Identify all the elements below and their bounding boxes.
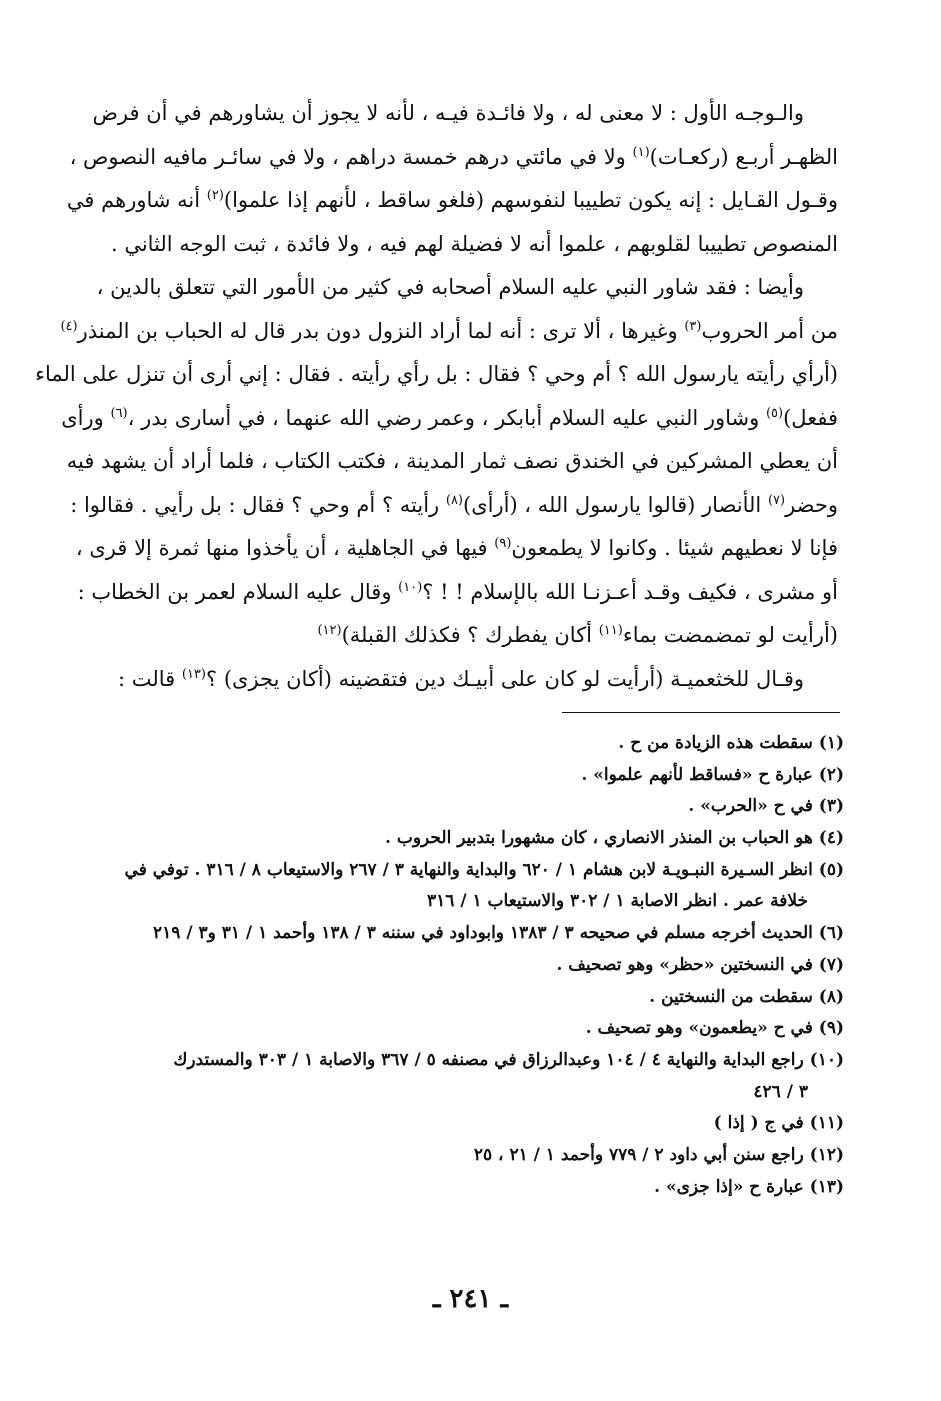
text-run: أو مشرى ، فكيف وقـد أعـزنـا الله بالإسلام ! ! ؟ <box>422 579 838 604</box>
text-run: أن يعطي المشركين في الخندق نصف ثمار المدينة ، فكتب الكتاب ، فلما أراد أن يشهد فيه <box>66 449 838 473</box>
footnote-line: (٢) عبارة ح «فساقط لأنهم علموا» . <box>581 764 844 785</box>
footnote-line: (١٣) عبارة ح «إذا جزى» . <box>654 1176 844 1197</box>
text-run: أكان يفطرك ؟ فكذلك القبلة) <box>341 623 599 647</box>
footnote-line: (٦) الحديث أخرجه مسلم في صحيحه ٣ / ١٣٨٣ وابوداود في سننه ٣ / ١٣٨ وأحمد ١ / ٣١ و٣ / ٢١٩ <box>153 923 844 944</box>
text-run: أنه شاورهم في <box>66 188 207 212</box>
text-run: ورأى <box>61 405 111 430</box>
text-run: وقـال للخثعميـة (أرأيت لو كان على أبيـك دين فتقضينه (أكان يجزى) ؟ <box>206 666 804 691</box>
footnote-marker: (١) <box>632 144 650 160</box>
footnote-marker: (٢) <box>206 188 224 203</box>
main-text-block <box>35 92 838 701</box>
text-run: وحضر <box>785 492 838 517</box>
footnote-line: (١٠) راجع البداية والنهاية ٤ / ١٠٤ وعبدالرزاق في مصنفه ٥ / ٣٦٧ والاصابة ١ / ٣٠٣ والمستدرك <box>173 1049 844 1070</box>
footnote-marker: (٨) <box>445 492 463 508</box>
text-run: والـوجـه الأول : لا معنى له ، ولا فائـدة فيـه ، لأنه لا يجوز أن يشاورهم في أن فرض <box>92 101 804 125</box>
text-line <box>66 440 838 484</box>
text-run: الظهـر أربـع (ركعـات) <box>649 144 838 169</box>
text-line <box>100 658 838 702</box>
text-run: فإنا لا نعطيهم شيئا . وكانوا لا يطمعون <box>511 536 838 560</box>
footnote-continuation: خلافة عمر . انظر الاصابة ١ / ٣٠٢ والاستيعاب ١ / ٣١٦ <box>427 891 808 912</box>
text-line <box>61 397 838 441</box>
footnote-marker: (٥) <box>765 405 784 421</box>
text-line <box>35 353 838 397</box>
footnote-marker: (٣) <box>684 318 702 334</box>
text-run: (أرأي رأيته يارسول الله ؟ أم وحي ؟ فقال : بل رأي رأيته . فقال : إني أرى أن تنزل على الماء <box>35 362 838 386</box>
text-run: وأيضا : فقد شاور النبي عليه السلام أصحابه في كثير من الأمور التي تتعلق بالدين ، <box>96 275 804 299</box>
text-run: وقـول القـايل : إنه يكون تطييبا لنفوسهم (فلغو ساقط ، لأنهم إذا علموا) <box>223 188 838 212</box>
footnote-marker: (٤) <box>60 318 78 334</box>
footnote-marker: (١٣) <box>181 666 206 682</box>
footnote-line: (١١) في ج ( إذا ) <box>713 1113 844 1134</box>
footnote-line: (٣) في ح «الحرب» . <box>688 796 844 817</box>
text-run: وغيرها ، ألا ترى : أنه لما أراد النزول دون بدر قال له الحباب بن المنذر <box>77 318 685 343</box>
footnote-line: (٤) هو الحباب بن المنذر الانصاري ، كان مشهورا بتدبير الحروب . <box>384 828 844 849</box>
text-run: قالت : <box>117 666 182 691</box>
footnote-divider <box>562 712 840 713</box>
text-line <box>96 266 838 310</box>
footnote-line: (٩) في ح «يطعمون» وهو تصحيف . <box>585 1018 844 1039</box>
text-run: ففعل) <box>783 405 838 430</box>
footnote-line: (٥) انظر السـيرة النبـويـة لابن هشام ١ / ٦٢٠ والبداية والنهاية ٣ / ٢٦٧ والاستيعاب ٨ / ٣١٦ . توفي في <box>124 859 844 880</box>
footnote-line: (٨) سقطت من النسختين . <box>649 986 844 1007</box>
text-line <box>60 310 838 354</box>
text-run: الأنصار (قالوا يارسول الله ، (أرأى) <box>463 492 768 517</box>
footnote-marker: (٩) <box>494 536 512 551</box>
footnote-line: (٧) في النسختين «حظر» وهو تصحيف . <box>556 954 844 975</box>
text-line <box>100 614 838 658</box>
text-run: فيها في الجاهلية ، أن يأخذوا منها ثمرة إلا قرى ، <box>75 536 495 560</box>
text-line <box>66 179 838 223</box>
text-run: رأيته ؟ أم وحي ؟ فقال : بل رأيي . فقالوا : <box>70 492 446 517</box>
footnote-marker: (١٠) <box>398 579 423 595</box>
footnote-marker: (١٢) <box>317 623 342 638</box>
text-run: ولا في مائتي درهم خمسة دراهم ، ولا في سائـر مافيه النصوص ، <box>69 144 633 169</box>
text-run: المنصوص تطييبا لقلوبهم ، علموا أنه لا فضيلة لهم فيه ، ولا فائدة ، ثبت الوجه الثاني . <box>110 231 838 256</box>
page-number: ـ ٢٤١ ـ <box>432 1284 509 1314</box>
footnote-marker: (٧) <box>767 492 786 508</box>
text-line <box>70 484 838 528</box>
text-run: (أرأيت لو تمضمضت بماء <box>622 623 838 647</box>
text-run: من أمر الحروب <box>701 318 838 343</box>
footnote-marker: (١١) <box>598 623 623 638</box>
text-line <box>69 136 838 180</box>
footnote-line: (١) سقطت هذه الزيادة من ح . <box>618 733 844 753</box>
footnote-continuation: ٣ / ٤٢٦ <box>753 1081 808 1102</box>
footnote-line: (١٢) راجع سنن أبي داود ٢ / ٧٧٩ وأحمد ١ / ٢١ ، ٢٥ <box>473 1144 844 1165</box>
text-run: وشاور النبي عليه السلام أبابكر ، وعمر رضي الله عنهما ، في أسارى بدر ، <box>127 405 766 430</box>
text-line <box>100 223 838 267</box>
footnotes-block <box>84 728 844 1203</box>
text-line <box>75 527 838 571</box>
footnote-marker: (٦) <box>110 405 128 421</box>
text-line <box>92 92 838 136</box>
text-run: وقال عليه السلام لعمر بن الخطاب : <box>77 579 399 604</box>
text-line <box>77 571 838 615</box>
